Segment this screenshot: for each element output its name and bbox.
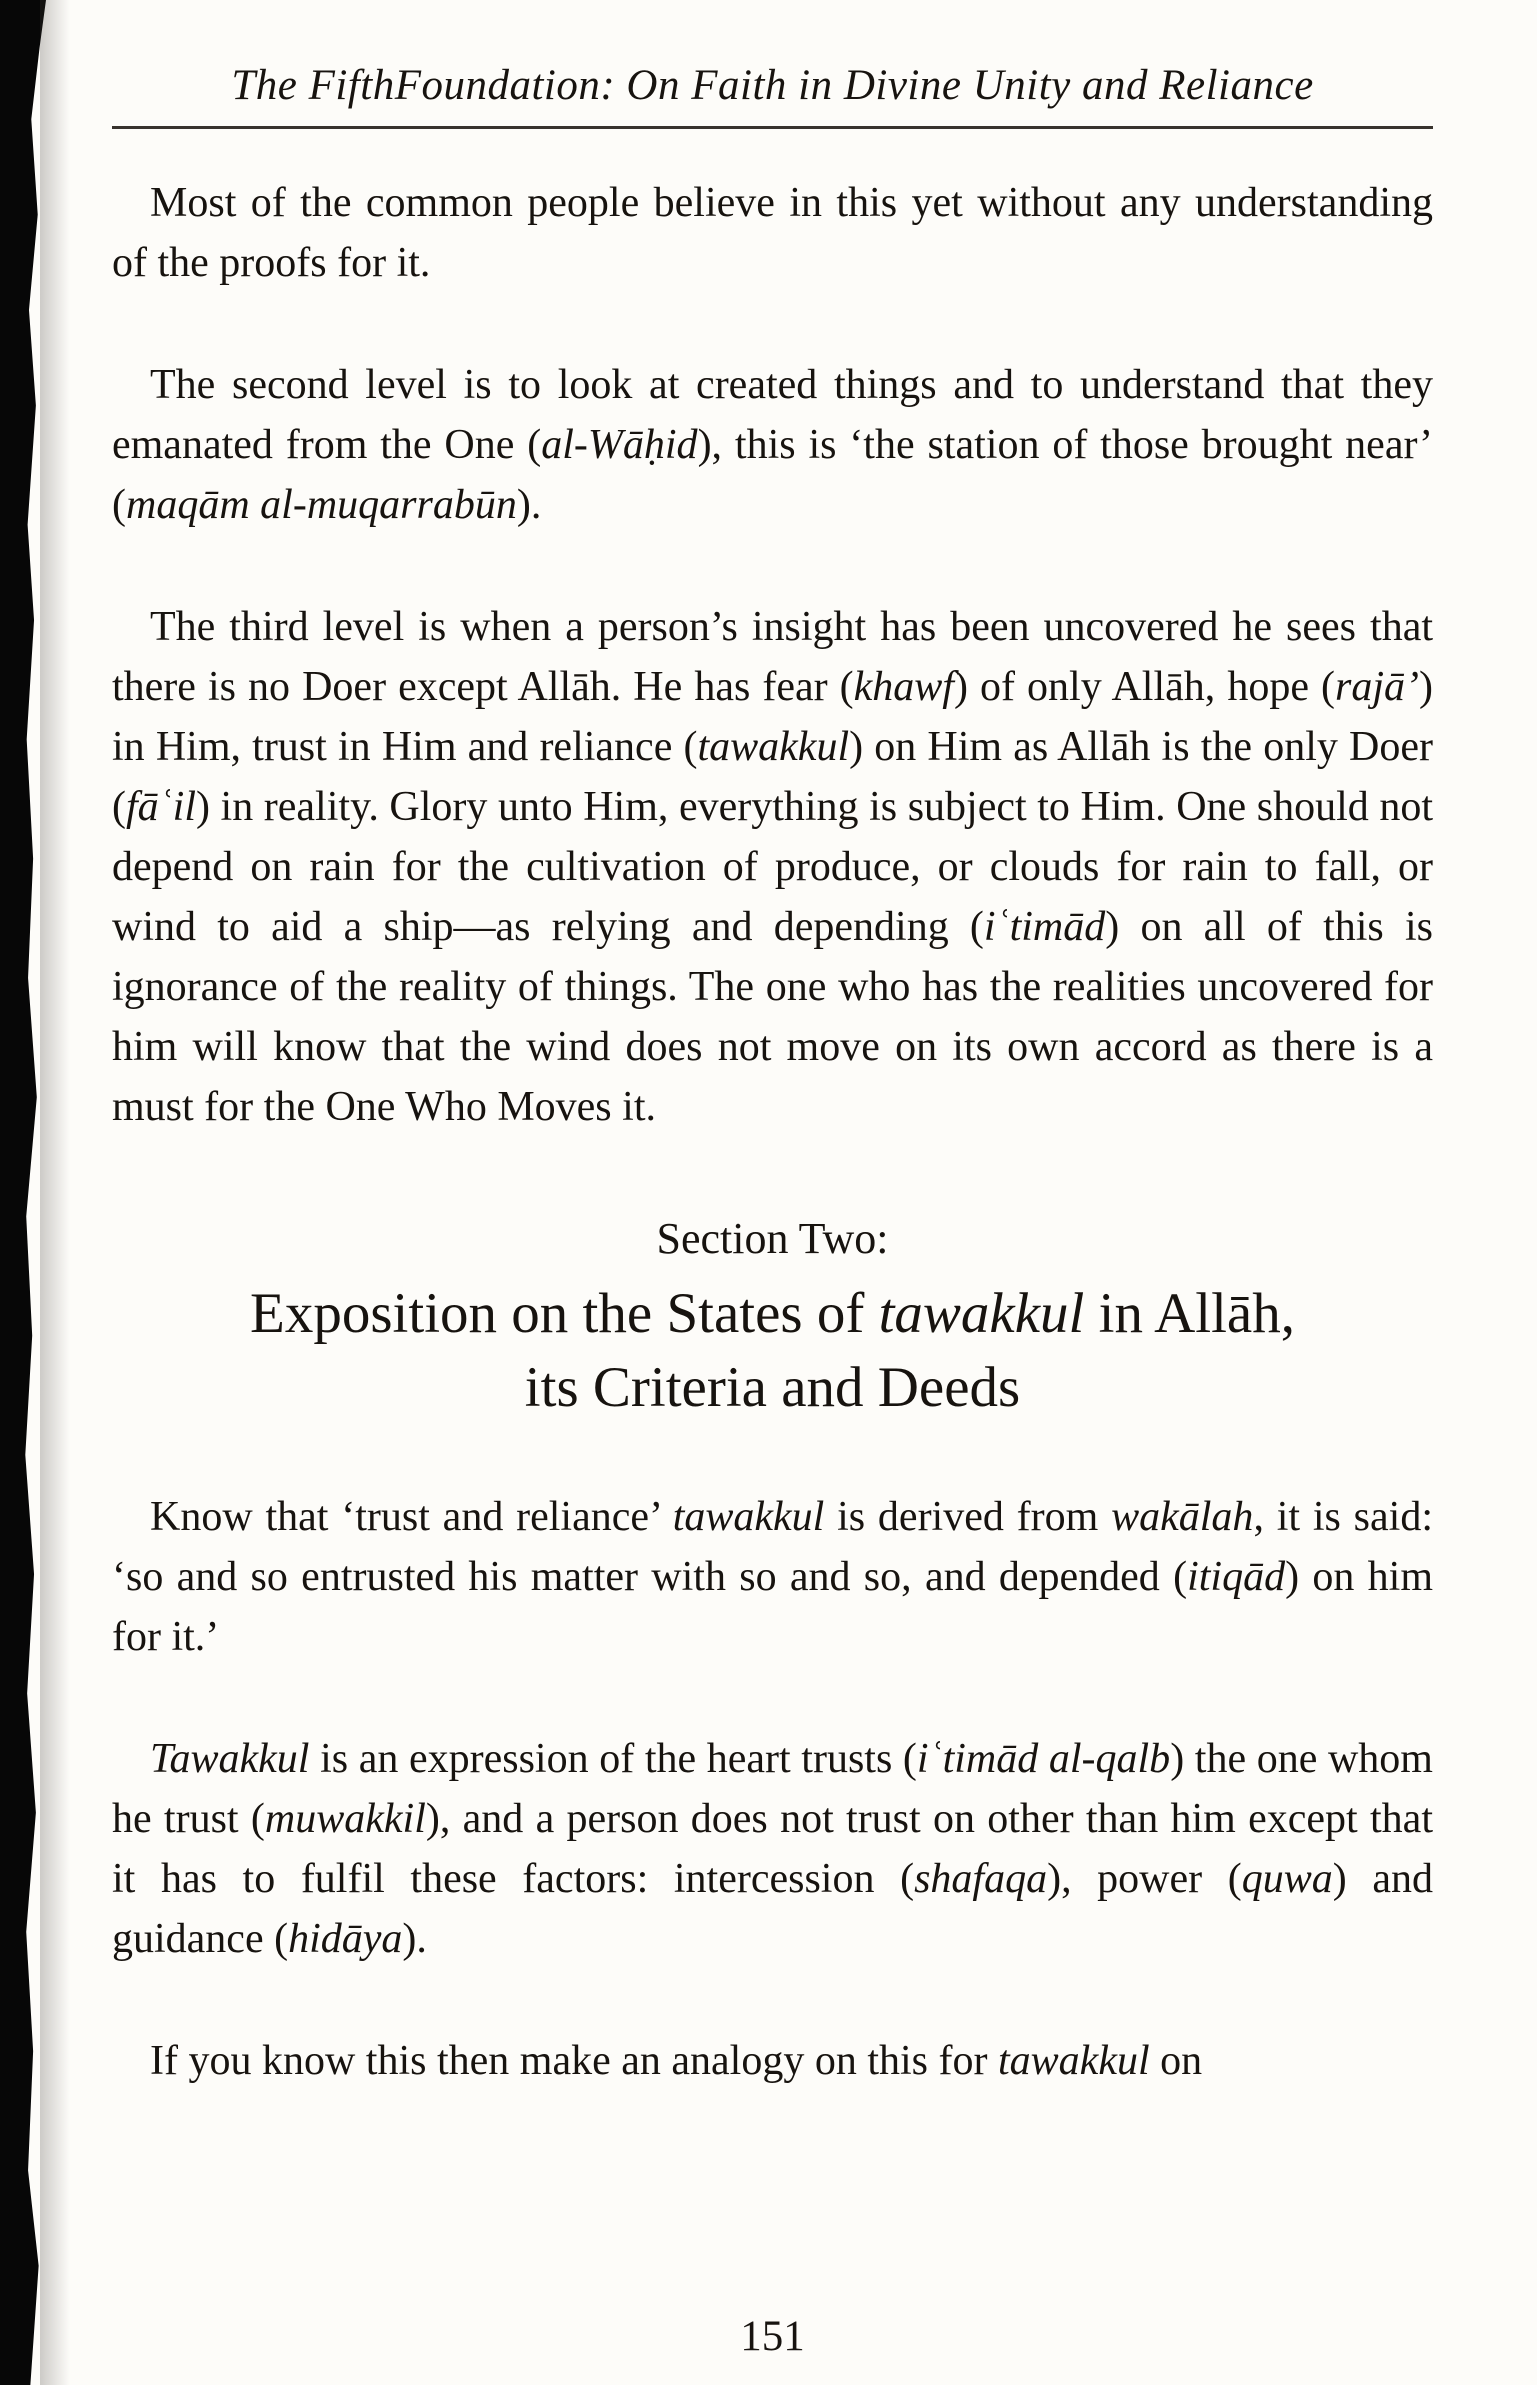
text-segment: iʿtimād al-qalb bbox=[916, 1736, 1171, 1782]
text-segment: ) in reality. Glory unto Him, everything is subject to Him. One should not depend on rain for the cultivation of produce, or clouds for rain to fall, or wind to aid a ship—as relying and depending ( bbox=[112, 784, 1433, 950]
text-segment: quwa bbox=[1241, 1856, 1333, 1902]
text-segment: ), this is ‘the station of those brought near’ ( bbox=[112, 422, 1433, 528]
text-segment: muwakkil bbox=[264, 1796, 426, 1842]
running-header: The FifthFoundation: On Faith in Divine Unity and Reliance bbox=[231, 62, 1314, 109]
section-title-line-2: its Criteria and Deeds bbox=[524, 1356, 1021, 1419]
text-segment: ). bbox=[516, 482, 542, 528]
section-heading bbox=[112, 1209, 1433, 1425]
page-content bbox=[112, 0, 1433, 2091]
text-segment: ) the one whom he trust ( bbox=[112, 1736, 1433, 1842]
paragraph-2 bbox=[112, 355, 1433, 535]
page-number: 151 bbox=[740, 2313, 805, 2360]
text-segment: maqām al-muqarrabūn bbox=[126, 482, 517, 528]
text-segment: al-Wāḥid bbox=[541, 422, 698, 468]
text-segment: ) of only Allāh, hope ( bbox=[953, 664, 1335, 710]
text-segment: ), power ( bbox=[1047, 1856, 1242, 1902]
section-title-line-1 bbox=[112, 1277, 1433, 1351]
text-segment: Know that ‘trust and reliance’ bbox=[150, 1494, 673, 1540]
text-segment: The third level is when a person’s insight has been uncovered he sees that there is no Doer except Allāh. He has fear ( bbox=[112, 604, 1433, 710]
text-segment: is derived from bbox=[824, 1494, 1112, 1540]
text-segment: ) on all of this is ignorance of the reality of things. The one who has the realities uncovered for him will know that the wind does not move on its own accord as there is a must for the One Who Moves it. bbox=[112, 904, 1433, 1130]
paragraph-4 bbox=[112, 1487, 1433, 1667]
text-segment: is an expression of the heart trusts ( bbox=[309, 1736, 917, 1782]
text-segment: iʿtimād bbox=[983, 904, 1106, 950]
text-segment: tawakkul bbox=[878, 1282, 1085, 1345]
text-segment: Tawakkul bbox=[150, 1736, 310, 1782]
text-segment: ) and guidance ( bbox=[112, 1856, 1433, 1962]
text-segment: Most of the common people believe in this yet without any understanding of the proofs for it. bbox=[112, 180, 1433, 286]
paragraph-1 bbox=[112, 173, 1433, 293]
paragraph-6 bbox=[112, 2031, 1433, 2091]
text-segment: tawakkul bbox=[672, 1494, 825, 1540]
text-segment: ), and a person does not trust on other than him except that it has to fulfil these factors: intercession ( bbox=[112, 1796, 1433, 1902]
text-segment: ) on Him as Allāh is the only Doer ( bbox=[112, 724, 1433, 830]
text-segment: rajā’ bbox=[1335, 664, 1419, 710]
text-segment: hidāya bbox=[288, 1916, 403, 1962]
text-segment: in Allāh, bbox=[1084, 1282, 1295, 1345]
text-segment: tawakkul bbox=[998, 2038, 1150, 2084]
text-segment: wakālah bbox=[1111, 1494, 1254, 1540]
text-segment: fāʿil bbox=[126, 784, 196, 830]
text-segment: If you know this then make an analogy on this for bbox=[150, 2038, 998, 2084]
text-segment: ) on him for it.’ bbox=[112, 1554, 1433, 1660]
paragraph-3 bbox=[112, 597, 1433, 1137]
text-segment: Exposition on the States of bbox=[250, 1282, 879, 1345]
text-segment: , it is said: ‘so and so entrusted his matter with so and so, and depended ( bbox=[112, 1494, 1434, 1600]
text-segment: on bbox=[1149, 2038, 1203, 2084]
text-segment: shafaqa bbox=[914, 1856, 1048, 1902]
text-segment: ). bbox=[402, 1916, 427, 1962]
text-segment: The second level is to look at created things and to understand that they emanated from the One ( bbox=[112, 362, 1433, 468]
text-segment: ) in Him, trust in Him and reliance ( bbox=[112, 664, 1433, 770]
text-segment: khawf bbox=[853, 664, 954, 710]
section-title bbox=[112, 1277, 1433, 1425]
paragraph-5 bbox=[112, 1729, 1433, 1969]
binding-shadow bbox=[40, 0, 70, 2385]
section-kicker: Section Two: bbox=[656, 1214, 889, 1263]
text-segment: itiqād bbox=[1187, 1554, 1286, 1600]
text-segment: tawakkul bbox=[697, 724, 850, 770]
header-rule bbox=[112, 126, 1433, 129]
